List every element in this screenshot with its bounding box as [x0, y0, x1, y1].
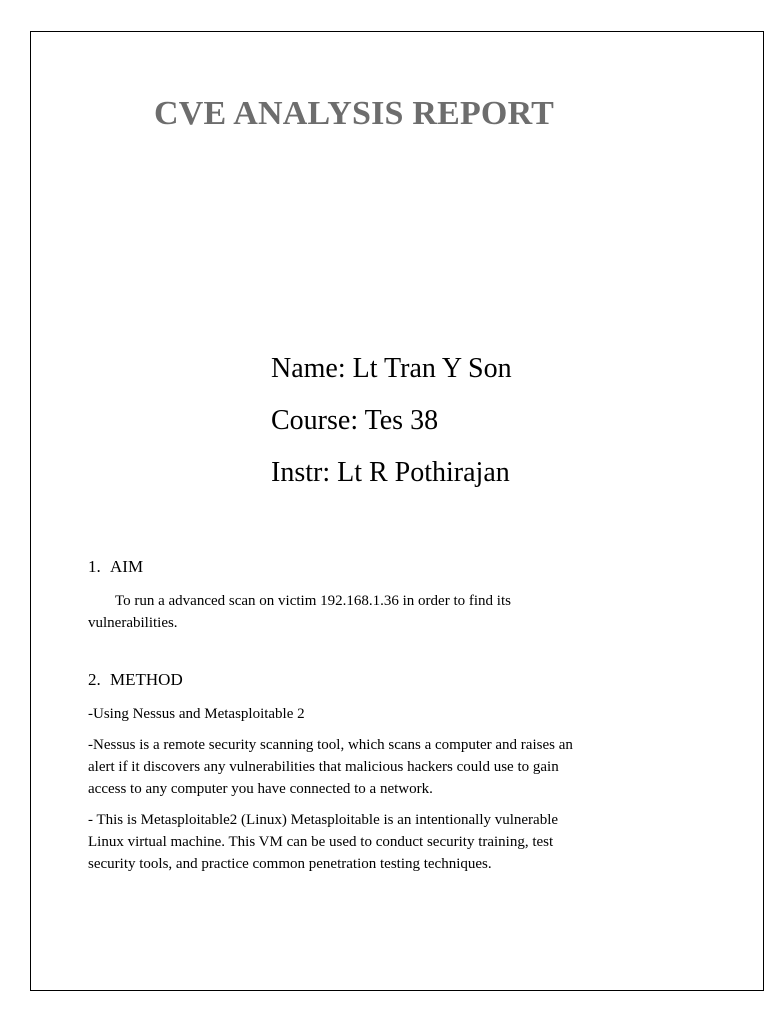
section-number: 1.: [88, 557, 101, 576]
section-title: AIM: [110, 557, 144, 576]
section-heading-aim: [88, 556, 688, 578]
paragraph-line: To run a advanced scan on victim 192.168.1.36 in order to find its: [115, 593, 511, 609]
method-paragraph-tools: [88, 703, 688, 725]
paragraph-line: -Nessus is a remote security scanning tool, which scans a computer and raises an: [88, 737, 573, 753]
section-aim: [88, 556, 688, 634]
document-title: CVE ANALYSIS REPORT: [154, 95, 555, 132]
method-paragraph-nessus: [88, 734, 688, 800]
section-title: METHOD: [110, 670, 183, 689]
section-heading-method: [88, 669, 688, 691]
instructor-name: Instr: Lt R Pothirajan: [271, 457, 510, 488]
aim-paragraph: [88, 590, 688, 634]
paragraph-line: access to any computer you have connected to a network.: [88, 781, 433, 797]
paragraph-line: Linux virtual machine. This VM can be used to conduct security training, test: [88, 834, 554, 850]
section-number: 2.: [88, 670, 101, 689]
paragraph-line: security tools, and practice common penetration testing techniques.: [88, 856, 492, 872]
paragraph-line: vulnerabilities.: [88, 615, 178, 631]
course-name: Course: Tes 38: [271, 405, 439, 436]
section-method: [88, 669, 688, 875]
paragraph-line: - This is Metasploitable2 (Linux) Metasploitable is an intentionally vulnerable: [88, 812, 559, 828]
paragraph-line: alert if it discovers any vulnerabilities that malicious hackers could use to gain: [88, 759, 559, 775]
author-info-block: [271, 343, 512, 499]
paragraph-line: -Using Nessus and Metasploitable 2: [88, 706, 305, 722]
author-name: Name: Lt Tran Y Son: [271, 353, 512, 384]
method-paragraph-metasploitable: [88, 809, 688, 875]
